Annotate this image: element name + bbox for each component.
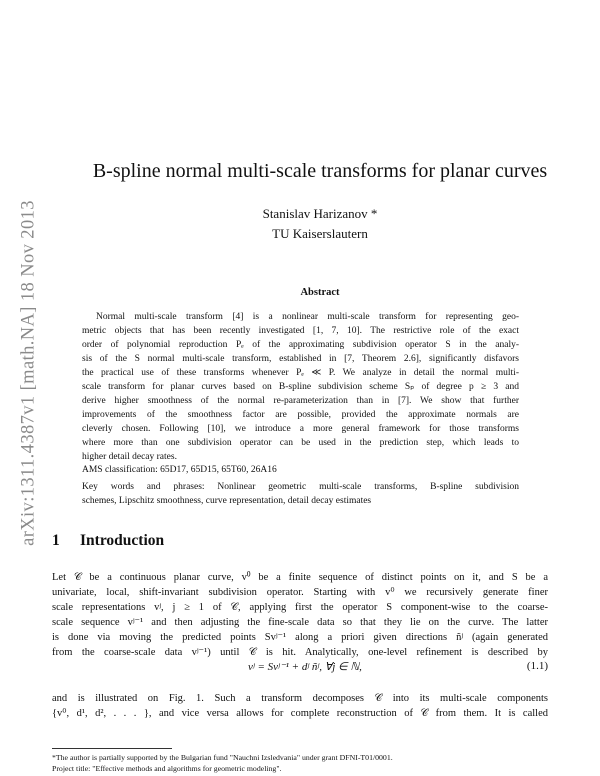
abstract-line: derive higher smoothness of the normal re-parameterization than in [7]. We show that further [82,396,519,406]
body-line: {v⁰, d¹, d², . . . }, and vice versa allows for complete reconstruction of 𝒞 from them. It is called [52,708,548,719]
abstract-line: improvements of the smoothness factor are possible, provided the approximate normals are [82,410,519,420]
equation-formula: vʲ = Svʲ⁻¹ + dʲ ñʲ, ∀j ∈ ℕ, [248,661,362,673]
body-line: and is illustrated on Fig. 1. Such a transform decomposes 𝒞 into its multi-scale components [52,693,548,704]
footnote-rule [52,748,172,749]
abstract-line: Normal multi-scale transform [4] is a nonlinear multi-scale transform for representing geo- [96,312,519,322]
arxiv-id-text: arXiv:1311.4387v1 [math.NA] 18 Nov 2013 [18,199,39,546]
intro-line: is done via moving the predicted points Svʲ⁻¹ along a priori given directions ñʲ (again generated [52,632,548,643]
intro-line: univariate, local, shift-invariant subdivision operator. Starting with v⁰ we recursively generate finer [52,587,548,598]
intro-line: Let 𝒞 be a continuous planar curve, v⁰ be a finite sequence of distinct points on it, and S be a [52,572,548,583]
abstract-line: higher detail decay rates. [82,452,177,462]
keywords-line: schemes, Lipschitz smoothness, curve representation, detail decay estimates [82,496,372,506]
abstract-line: cleverly chosen. Following [10], we introduce a more general framework for those transforms [82,424,519,434]
abstract-line: the practical use of these transforms whenever Pₑ ≪ P. We analyze in detail the normal multi- [82,368,519,378]
abstract-line: scale transform for planar curves based on B-spline subdivision scheme Sₚ of degree p ≥ 3 and [82,382,519,392]
section-heading [52,532,164,550]
arxiv-identifier-sidebar [18,175,40,570]
intro-line: from the coarse-scale data vʲ⁻¹) until 𝒞 is hit. Analytically, one-level refinement is described by [52,647,548,658]
abstract-line: metric objects that has been recently investigated [1, 7, 10]. The restrictive role of the exact [82,326,519,336]
abstract-line: order of polynomial reproduction Pₑ of the approximating subdivision operator S in the analy- [82,340,519,350]
intro-line: scale representations vʲ, j ≥ 1 of 𝒞, applying first the operator S component-wise to the coarse- [52,602,548,613]
ams-classification: AMS classification: 65D17, 65D15, 65T60, 26A16 [82,465,277,475]
section-number: 1 [52,532,60,549]
equation-1-1 [52,660,548,678]
section-title: Introduction [80,532,165,549]
author-name: Stanislav Harizanov * [262,206,378,221]
abstract-line: where more than one subdivision operator can be used in the prediction step, which leads to [82,438,519,448]
author-affiliation: TU Kaiserslautern [272,226,368,241]
equation-number: (1.1) [526,660,548,672]
abstract-line: sis of the S normal multi-scale transform, established in [7, Theorem 2.6], significantly disfavors [82,354,519,364]
intro-line: scale sequence vʲ⁻¹ and then adjusting the fine-scale data so that they lie on the curve. The latter [52,617,548,628]
footnote-line: Project title: "Effective methods and algorithms for geometric modeling". [52,764,282,773]
abstract-heading: Abstract [300,287,340,298]
footnote-line: *The author is partially supported by the Bulgarian fund "Nauchni Izsledvania" under grant DFNI-T01/0001. [52,753,393,762]
paper-title: B-spline normal multi-scale transforms for planar curves [92,160,548,182]
keywords-line: Key words and phrases: Nonlinear geometric multi-scale transforms, B-spline subdivision [82,482,519,492]
